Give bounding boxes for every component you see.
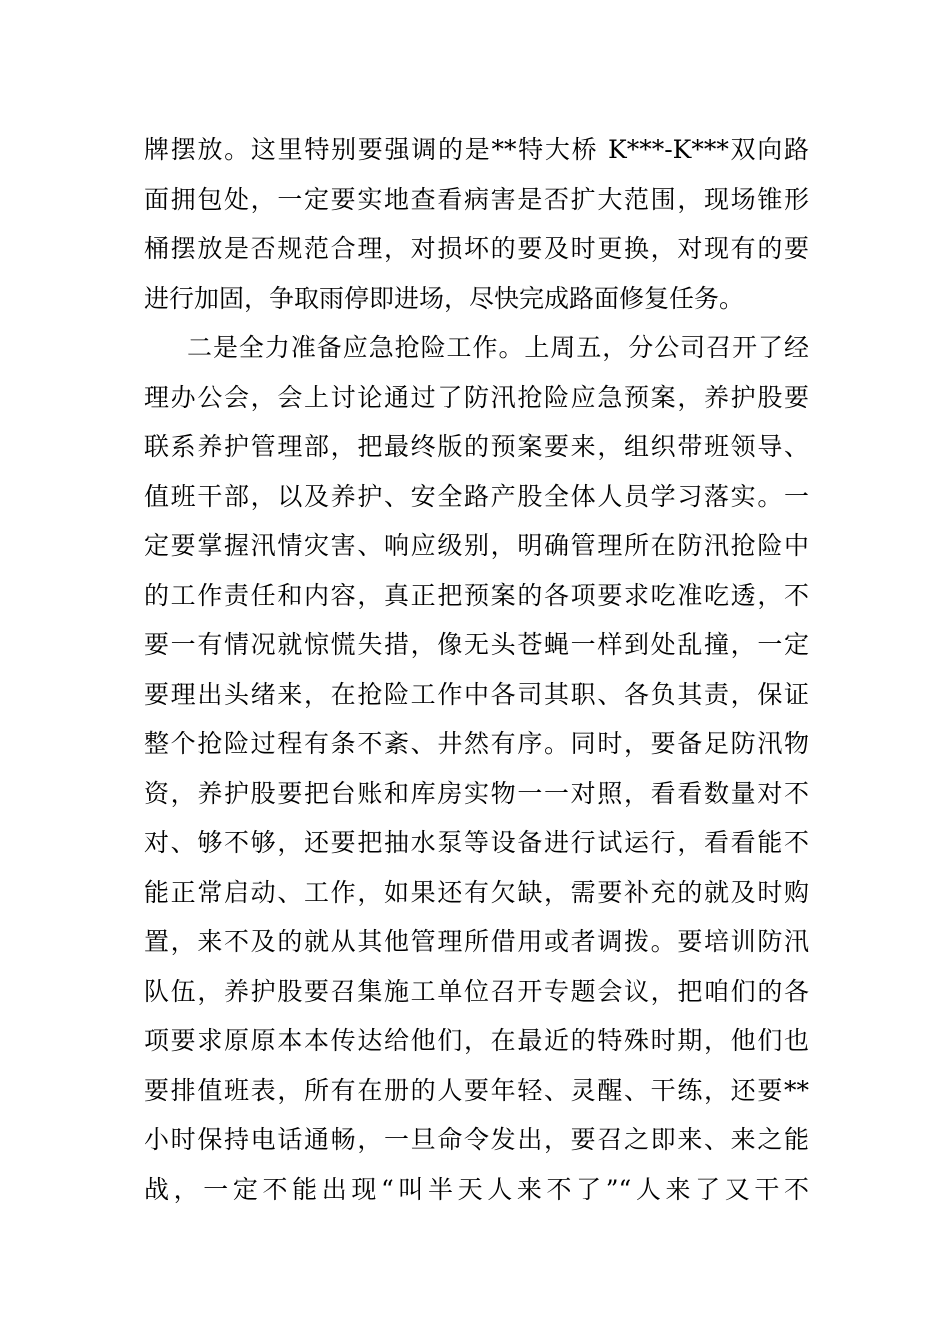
- text-line: 对、够不够，还要把抽水泵等设备进行试运行，看看能不: [144, 828, 809, 857]
- text-line: 面拥包处，一定要实地查看病害是否扩大范围，现场锥形: [144, 184, 809, 214]
- text-line: 能正常启动、工作，如果还有欠缺，需要补充的就及时购: [144, 877, 809, 907]
- text-line: 资，养护股要把台账和库房实物一一对照，看看数量对不: [144, 778, 809, 808]
- text-line: 值班干部，以及养护、安全路产股全体人员学习落实。一: [144, 481, 809, 511]
- text-line: 定要掌握汛情灾害、响应级别，明确管理所在防汛抢险中: [144, 531, 809, 560]
- text-line: 理办公会，会上讨论通过了防汛抢险应急预案，养护股要: [144, 382, 809, 412]
- text-line: 置，来不及的就从其他管理所借用或者调拨。要培训防汛: [144, 927, 809, 956]
- text-line: 队伍，养护股要召集施工单位召开专题会议，把咱们的各: [144, 976, 809, 1006]
- text-line: 要排值班表，所有在册的人要年轻、灵醒、干练，还要**: [144, 1075, 809, 1105]
- text-line: 战，一定不能出现“叫半天人来不了”“人来了又干不: [144, 1174, 809, 1204]
- text-line: 要理出头绪来，在抢险工作中各司其职、各负其责，保证: [144, 679, 809, 709]
- text-line: 项要求原原本本传达给他们，在最近的特殊时期，他们也: [144, 1026, 809, 1055]
- paragraph-start-line: 二是全力准备应急抢险工作。上周五，分公司召开了经: [187, 333, 809, 362]
- text-line: 联系养护管理部，把最终版的预案要来，组织带班领导、: [144, 432, 809, 461]
- text-line: 整个抢险过程有条不紊、井然有序。同时，要备足防汛物: [144, 729, 809, 758]
- text-line: 牌摆放。这里特别要强调的是**特大桥 K***-K***双向路: [144, 135, 809, 164]
- text-line: 进行加固，争取雨停即进场，尽快完成路面修复任务。: [144, 283, 745, 313]
- text-line: 桶摆放是否规范合理，对损坏的要及时更换，对现有的要: [144, 234, 809, 263]
- text-line: 的工作责任和内容，真正把预案的各项要求吃准吃透，不: [144, 580, 809, 610]
- body-text: [144, 125, 809, 1214]
- text-line: 小时保持电话通畅，一旦命令发出，要召之即来、来之能: [144, 1125, 809, 1154]
- text-line: 要一有情况就惊慌失措，像无头苍蝇一样到处乱撞，一定: [144, 630, 809, 659]
